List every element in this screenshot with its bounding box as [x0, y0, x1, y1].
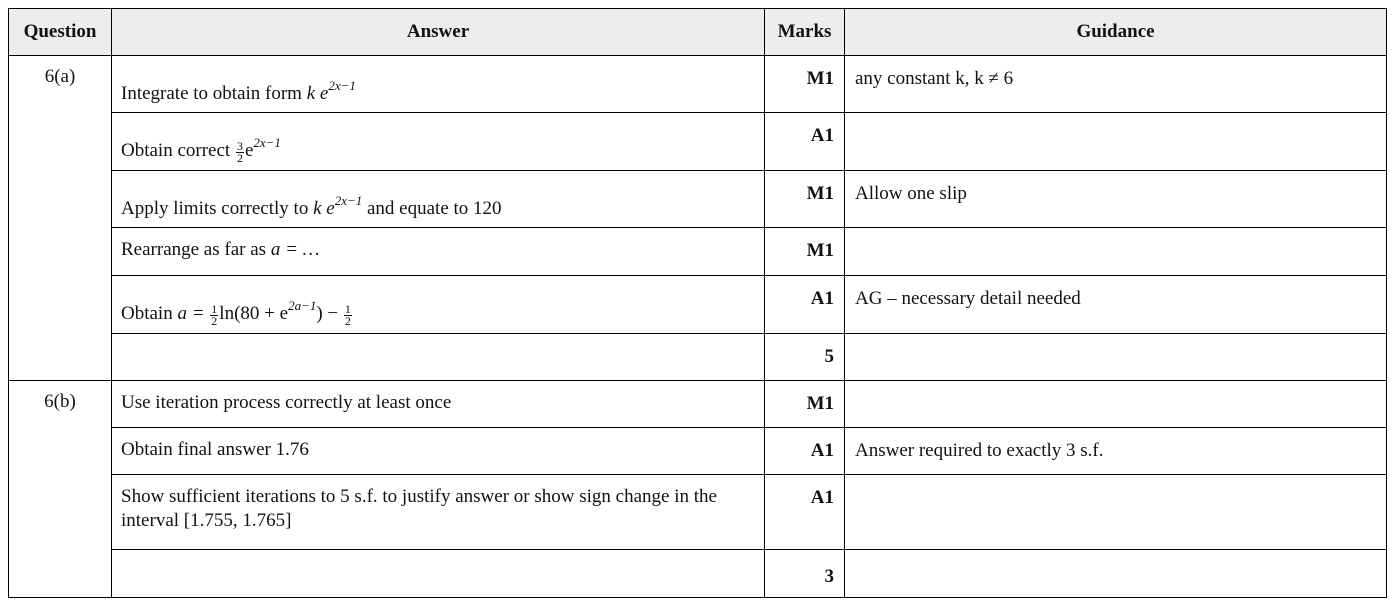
question-label: 6(a)	[9, 56, 112, 381]
marks-cell: M1	[765, 381, 845, 428]
guidance-cell	[845, 475, 1387, 550]
header-question: Question	[9, 9, 112, 56]
question-label: 6(b)	[9, 381, 112, 598]
fraction: $\frac{1}{2}$	[344, 302, 351, 328]
answer-cell: Apply limits correctly to k $e^{2x-1}$ and equate to 120	[112, 171, 765, 228]
table-row	[9, 381, 1387, 428]
total-marks: 5	[765, 334, 845, 381]
fraction: $\frac{3}{2}$	[236, 139, 243, 165]
table-row	[9, 428, 1387, 475]
answer-cell: Obtain correct $\frac{3}{2}$ $e^{2x-1}$	[112, 113, 765, 171]
guidance-cell	[845, 381, 1387, 428]
fraction: $\frac{1}{2}$	[211, 302, 218, 328]
guidance-cell: Allow one slip	[845, 171, 1387, 228]
table-row	[9, 113, 1387, 171]
table-row	[9, 171, 1387, 228]
answer-cell: Show sufficient iterations to 5 s.f. to justify answer or show sign change in the interval [1.755, 1.765]	[112, 475, 765, 550]
answer-cell: Use iteration process correctly at least once	[112, 381, 765, 428]
guidance-cell	[845, 550, 1387, 598]
answer-cell: Obtain final answer 1.76	[112, 428, 765, 475]
guidance-cell	[845, 228, 1387, 276]
guidance-cell	[845, 113, 1387, 171]
total-row	[9, 334, 1387, 381]
answer-cell	[112, 334, 765, 381]
answer-cell	[112, 550, 765, 598]
mark-scheme-page	[8, 8, 1386, 608]
answer-cell: Obtain a = $\frac{1}{2}$ $\ln(80 + e^{2a-1})$ − $\frac{1}{2}$	[112, 276, 765, 334]
total-row	[9, 550, 1387, 598]
guidance-cell: AG – necessary detail needed	[845, 276, 1387, 334]
table-row	[9, 475, 1387, 550]
guidance-cell: Answer required to exactly 3 s.f.	[845, 428, 1387, 475]
marks-cell: M1	[765, 228, 845, 276]
marks-cell: M1	[765, 171, 845, 228]
table-row	[9, 56, 1387, 113]
header-row	[9, 9, 1387, 56]
marks-cell: A1	[765, 475, 845, 550]
table-row	[9, 228, 1387, 276]
guidance-cell	[845, 334, 1387, 381]
guidance-cell: any constant k, k ≠ 6	[845, 56, 1387, 113]
total-marks: 3	[765, 550, 845, 598]
mark-scheme-table	[8, 8, 1387, 598]
marks-cell: A1	[765, 428, 845, 475]
answer-cell: Rearrange as far as a = …	[112, 228, 765, 276]
header-marks: Marks	[765, 9, 845, 56]
marks-cell: M1	[765, 56, 845, 113]
table-row	[9, 276, 1387, 334]
header-answer: Answer	[112, 9, 765, 56]
marks-cell: A1	[765, 276, 845, 334]
answer-cell: Integrate to obtain form k $e^{2x-1}$	[112, 56, 765, 113]
marks-cell: A1	[765, 113, 845, 171]
header-guidance: Guidance	[845, 9, 1387, 56]
